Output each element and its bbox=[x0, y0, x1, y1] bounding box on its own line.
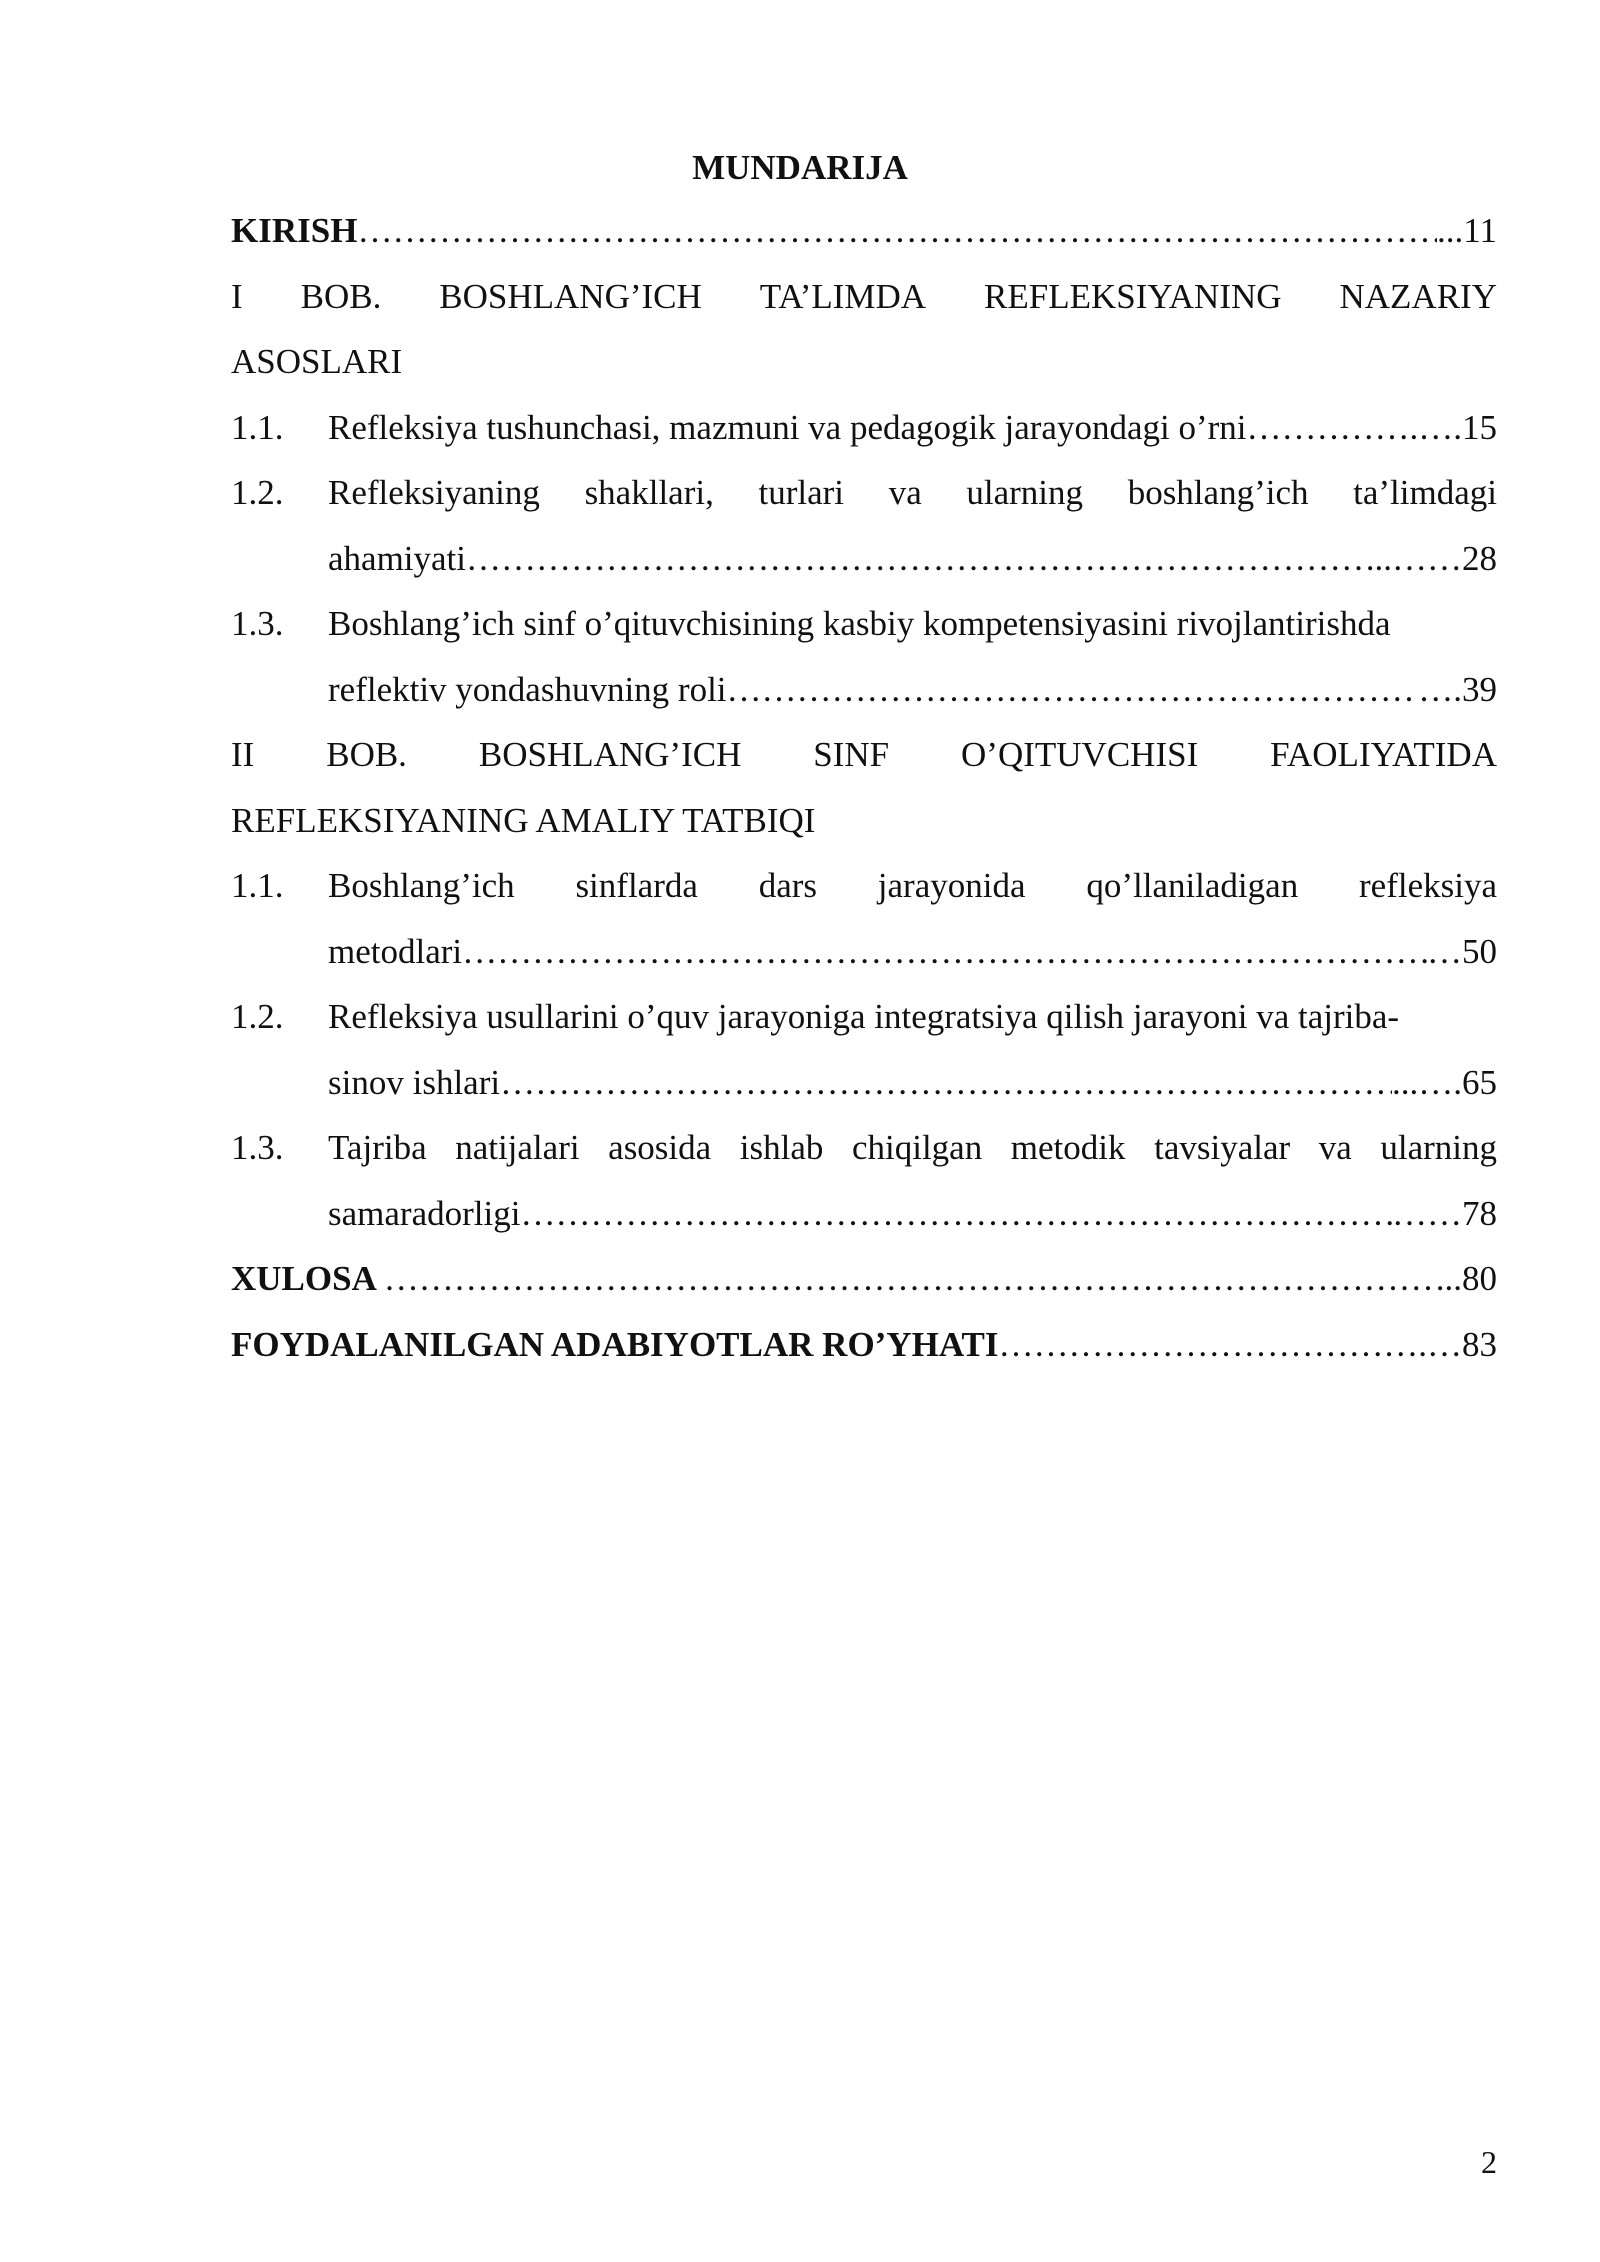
toc-entry-xulosa bbox=[231, 1246, 1497, 1312]
leader-dots bbox=[727, 657, 1419, 723]
entry-word: Refleksiyaning bbox=[328, 473, 540, 512]
toc-entry-number: 1.2. bbox=[231, 473, 284, 512]
toc-entry-text: reflektiv yondashuvning roli bbox=[328, 669, 727, 709]
leader-dots bbox=[520, 1181, 1392, 1247]
leader-dots bbox=[500, 1050, 1392, 1116]
toc-entry-text: Boshlang’ich sinf o’qituvchisining kasbiy kompetensiyasini rivojlantirishda bbox=[328, 604, 1391, 643]
toc-entry-page: ...11 bbox=[1437, 211, 1497, 250]
toc-entry-2-1 bbox=[231, 853, 1497, 984]
entry-word: Tajriba bbox=[328, 1128, 427, 1167]
toc-entry-page: ...….65 bbox=[1392, 1062, 1497, 1102]
toc-entry-number: 1.2. bbox=[231, 997, 284, 1036]
toc-entry-1-1 bbox=[231, 395, 1497, 461]
entry-word: sinflarda bbox=[575, 866, 698, 905]
leader-dots bbox=[462, 919, 1427, 985]
entry-word: turlari bbox=[758, 473, 845, 512]
toc-entry-text: metodlari bbox=[328, 931, 463, 971]
chapter-heading-2 bbox=[231, 722, 1497, 788]
chapter-heading-2-cont: REFLEKSIYANING AMALIY TATBIQI bbox=[231, 800, 816, 840]
entry-word: qo’llaniladigan bbox=[1086, 866, 1299, 905]
heading-word: SINF bbox=[813, 735, 890, 774]
heading-word: TA’LIMDA bbox=[759, 276, 927, 316]
toc-entry-references bbox=[231, 1312, 1497, 1378]
leader-dots bbox=[1247, 395, 1340, 461]
toc-entry-text: sinov ishlari bbox=[328, 1062, 501, 1102]
toc-entry-page: …50 bbox=[1427, 931, 1497, 971]
toc-entry-page: ……78 bbox=[1392, 1193, 1497, 1233]
chapter-heading-1 bbox=[231, 264, 1497, 330]
leader-dots bbox=[998, 1312, 1383, 1378]
leader-dots bbox=[466, 526, 1366, 592]
toc-entry-page: ...80 bbox=[1435, 1259, 1497, 1298]
toc-entry-kirish bbox=[231, 198, 1497, 264]
heading-word: BOSHLANG’ICH bbox=[478, 735, 742, 774]
entry-word: ta’limdagi bbox=[1353, 473, 1497, 512]
entry-word: va bbox=[1318, 1128, 1352, 1167]
toc-entry-page: ….…83 bbox=[1383, 1324, 1497, 1364]
toc-entry-2-3 bbox=[231, 1115, 1497, 1246]
heading-word: NAZARIY bbox=[1339, 276, 1497, 316]
toc-entry-text: Refleksiya tushunchasi, mazmuni va pedagogik jarayondagi o’rni bbox=[328, 407, 1247, 447]
table-of-contents bbox=[231, 198, 1497, 1377]
heading-word: I bbox=[231, 276, 243, 316]
toc-entry-text: Refleksiya usullarini o’quv jarayoniga integratsiya qilish jarayoni va tajriba- bbox=[328, 997, 1400, 1036]
entry-word: jarayonida bbox=[877, 866, 1026, 905]
entry-word: Boshlang’ich bbox=[328, 866, 515, 905]
toc-entry-number: 1.1. bbox=[231, 407, 284, 447]
entry-word: asosida bbox=[608, 1128, 712, 1167]
toc-entry-text: ahamiyati bbox=[328, 538, 467, 578]
heading-word: O’QITUVCHISI bbox=[961, 735, 1199, 774]
page-title: MUNDARIJA bbox=[692, 148, 908, 187]
entry-word: ularning bbox=[966, 473, 1084, 512]
toc-entry-page: ….39 bbox=[1418, 669, 1497, 709]
leader-dots bbox=[357, 198, 1437, 264]
entry-word: ularning bbox=[1380, 1128, 1497, 1167]
toc-entry-label: XULOSA bbox=[231, 1259, 384, 1298]
toc-entry-number: 1.3. bbox=[231, 1128, 284, 1167]
entry-word: refleksiya bbox=[1359, 866, 1497, 905]
entry-word: chiqilgan bbox=[851, 1128, 983, 1167]
toc-entry-number: 1.3. bbox=[231, 604, 284, 643]
toc-entry-number: 1.1. bbox=[231, 866, 284, 905]
entry-word: boshlang’ich bbox=[1127, 473, 1309, 512]
heading-word: II bbox=[231, 735, 255, 774]
entry-word: natijalari bbox=[455, 1128, 580, 1167]
entry-word: dars bbox=[758, 866, 817, 905]
toc-entry-label: FOYDALANILGAN ADABIYOTLAR RO’YHATI bbox=[231, 1324, 999, 1364]
heading-word: FAOLIYATIDA bbox=[1270, 735, 1497, 774]
toc-entry-1-3 bbox=[231, 591, 1497, 722]
entry-word: shakllari, bbox=[584, 473, 714, 512]
heading-word: BOSHLANG’ICH bbox=[439, 276, 702, 316]
entry-word: va bbox=[888, 473, 922, 512]
toc-entry-page: …….….15 bbox=[1339, 407, 1497, 447]
toc-entry-page: ...……28 bbox=[1365, 538, 1497, 578]
heading-word: BOB. bbox=[326, 735, 407, 774]
toc-entry-label: KIRISH bbox=[231, 211, 358, 250]
entry-word: metodik bbox=[1010, 1128, 1126, 1167]
chapter-heading-1-cont: ASOSLARI bbox=[231, 342, 403, 381]
entry-word: ishlab bbox=[739, 1128, 824, 1167]
heading-word: REFLEKSIYANING bbox=[984, 276, 1282, 316]
heading-word: BOB. bbox=[300, 276, 382, 316]
toc-entry-1-2 bbox=[231, 460, 1497, 591]
entry-word: tavsiyalar bbox=[1154, 1128, 1291, 1167]
page-number: 2 bbox=[1481, 2144, 1497, 2180]
leader-dots bbox=[384, 1246, 1436, 1312]
toc-entry-2-2 bbox=[231, 984, 1497, 1115]
toc-entry-text: samaradorligi bbox=[328, 1193, 521, 1233]
